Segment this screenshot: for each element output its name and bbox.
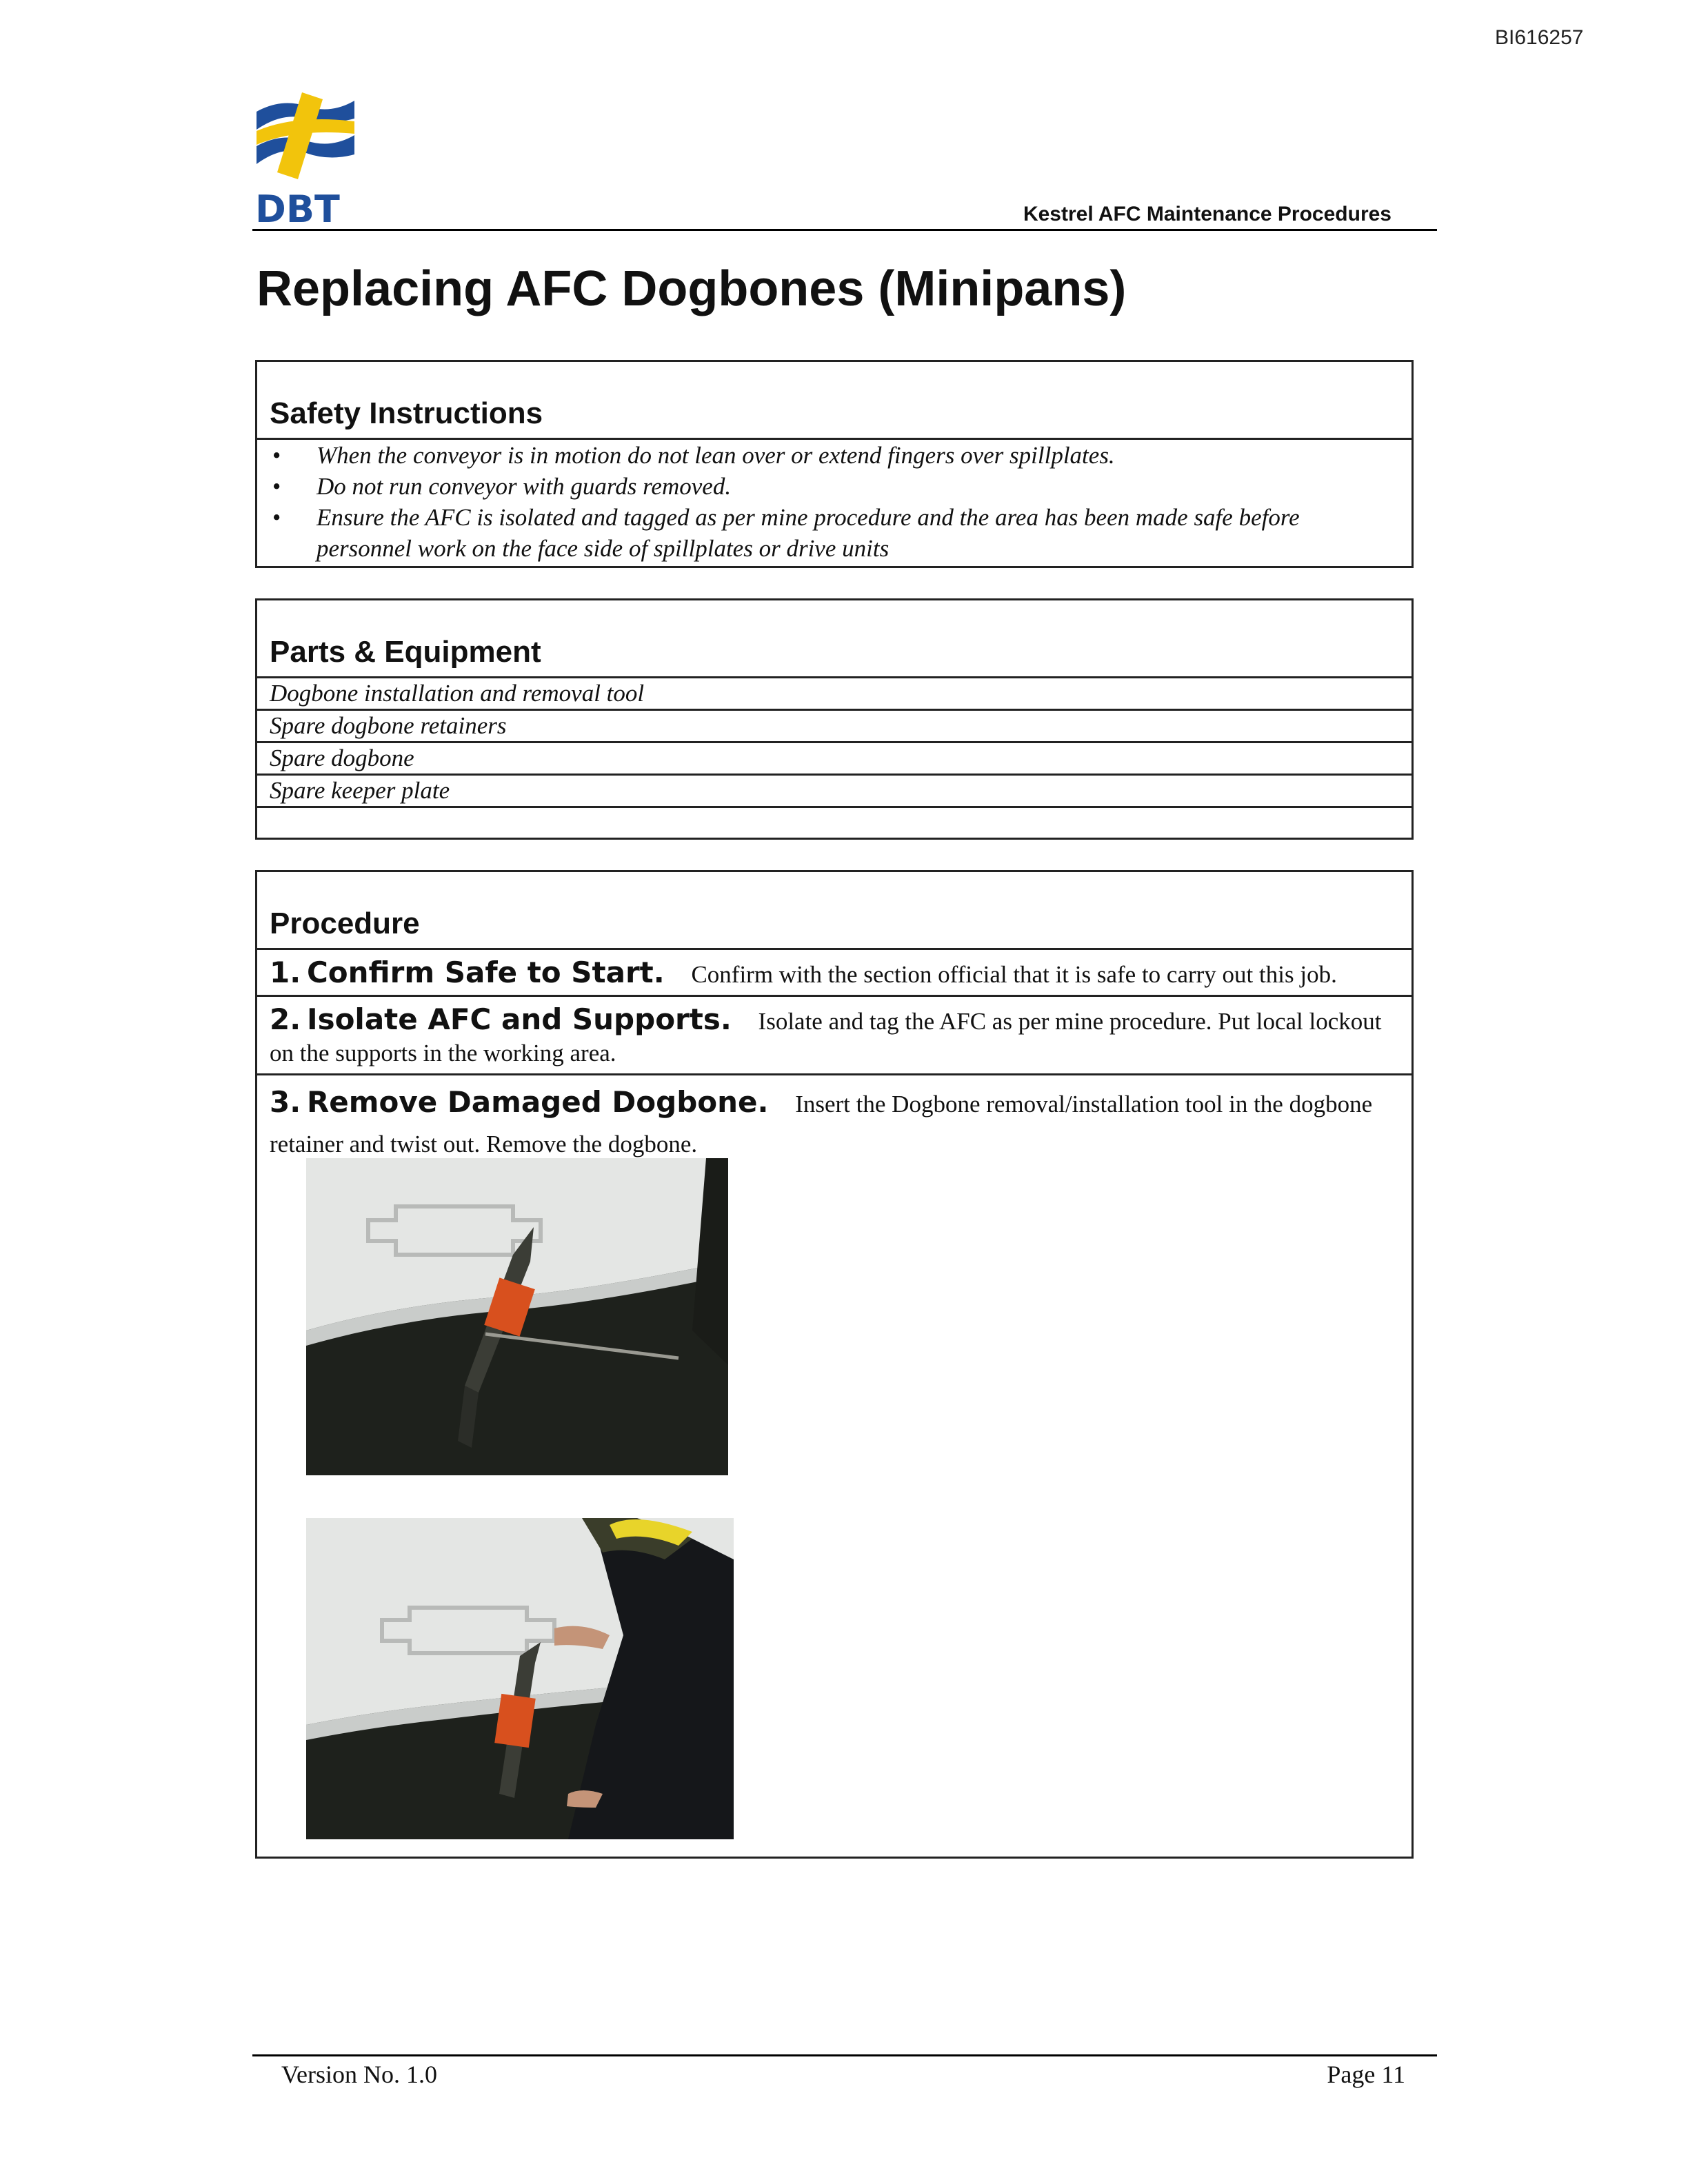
procedure-heading: Procedure [270,907,420,940]
step-number: 1. [270,956,301,989]
footer-divider [252,2054,1437,2056]
procedure-step [257,950,1411,997]
safety-item-text: When the conveyor is in motion do not lean over or extend fingers over spillplates. [316,442,1115,469]
parts-row-empty [257,808,1411,838]
safety-list [257,440,1411,564]
procedure-step [257,1075,1411,1169]
step-title: Isolate AFC and Supports. [306,1002,732,1036]
footer-page-number: Page 11 [1327,2061,1405,2088]
safety-instructions-box [255,360,1414,568]
logo-text: DBT [255,188,340,229]
dogbone-removal-photo-1 [306,1158,728,1475]
safety-item [257,502,1411,564]
safety-item [257,471,1411,502]
parts-heading-row [257,600,1411,678]
header-title: Kestrel AFC Maintenance Procedures [1023,203,1391,225]
step-text: Insert the Dogbone removal/installation tool in the dogbone retainer and twist out. Remove the dogbone. [270,1091,1373,1157]
page-title: Replacing AFC Dogbones (Minipans) [257,261,1127,316]
procedure-heading-row [257,872,1411,950]
bullet-icon: • [272,504,281,531]
footer-version: Version No. 1.0 [281,2061,437,2088]
step-title: Confirm Safe to Start. [306,956,665,989]
bullet-icon: • [272,442,281,469]
step-number: 3. [270,1085,301,1119]
document-id: BI616257 [1495,26,1584,49]
step-title: Remove Damaged Dogbone. [306,1085,769,1119]
safety-heading-row [257,362,1411,440]
parts-equipment-box [255,598,1414,840]
parts-row: Spare keeper plate [257,776,1411,808]
safety-item [257,440,1411,471]
parts-row: Spare dogbone [257,743,1411,776]
header-divider [252,229,1437,231]
step-number: 2. [270,1002,301,1036]
dbt-logo [254,91,357,229]
parts-row: Spare dogbone retainers [257,711,1411,743]
safety-item-text: Ensure the AFC is isolated and tagged as per mine procedure and the area has been made safe before personnel work on the face side of spillplates or drive units [316,504,1300,562]
bullet-icon: • [272,473,281,500]
parts-row: Dogbone installation and removal tool [257,678,1411,711]
safety-heading: Safety Instructions [270,396,543,430]
step-text: Confirm with the section official that it is safe to carry out this job. [691,961,1337,988]
dogbone-removal-photo-2 [306,1518,734,1839]
safety-item-text: Do not run conveyor with guards removed. [316,473,732,500]
logo-mark [257,92,354,179]
step-text: Isolate and tag the AFC as per mine procedure. Put local lockout on the supports in the working area. [270,1008,1382,1066]
procedure-step [257,997,1411,1075]
parts-heading: Parts & Equipment [270,635,541,669]
